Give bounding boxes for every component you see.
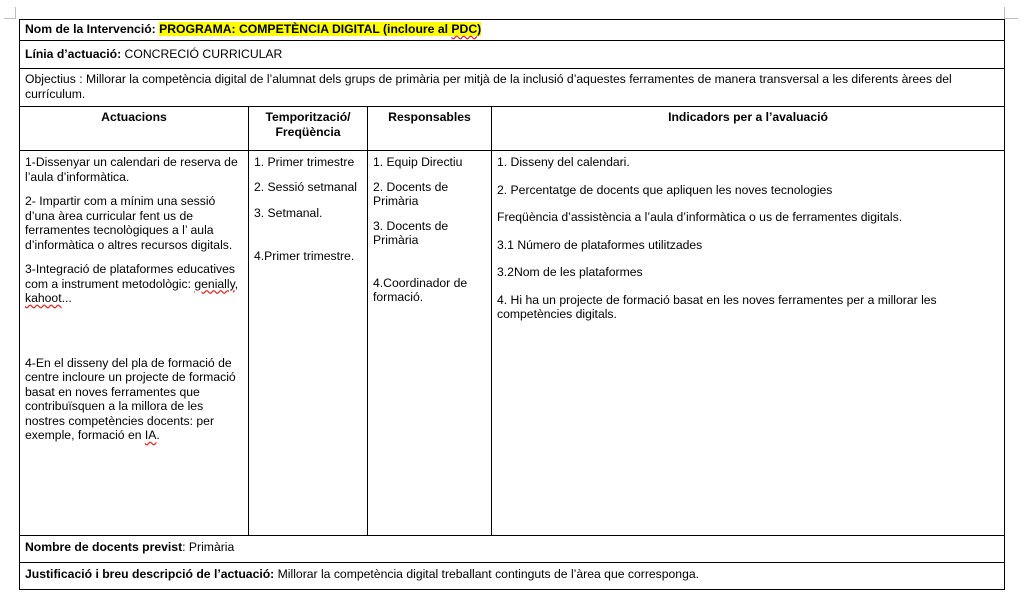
responsible-3: 3. Docents de Primària	[373, 218, 449, 247]
column-header-indicators: Indicadors per a l’avaluació	[492, 107, 1005, 151]
actions-cell[interactable]	[20, 151, 249, 536]
timing-1: 1. Primer trimestre	[254, 155, 355, 169]
action-4-end: .	[156, 428, 160, 442]
timing-4: 4.Primer trimestre.	[254, 248, 355, 263]
action-4	[25, 356, 243, 443]
timing-3: 3. Setmanal.	[254, 206, 323, 220]
teachers-cell[interactable]	[20, 536, 1005, 563]
objectives-row	[20, 69, 1005, 107]
action-3-separator: ,	[234, 276, 239, 291]
action-line-cell[interactable]	[20, 41, 1005, 69]
genially-word: genially	[194, 276, 235, 291]
justification-label: Justificació i breu descripció de l’actuació:	[25, 567, 275, 581]
intervention-table	[19, 19, 1005, 590]
justification-cell[interactable]	[20, 563, 1005, 590]
justification-value: Millorar la competència digital treballant continguts de l’àrea que corresponga.	[274, 567, 700, 581]
timing-2: 2. Sessió setmanal	[254, 179, 357, 194]
intervention-name-label: Nom de la Intervenció:	[25, 22, 156, 36]
action-4-text: 4-En el disseny del pla de formació de centre incloure un projecte de formació basat en noves ferramentes que contribuïsquen a la millora de les nostres competències docents: per exemple, formació en	[25, 355, 236, 442]
page-corner-mark	[4, 18, 16, 19]
column-header-row	[20, 107, 1005, 151]
responsible-cell[interactable]	[368, 151, 492, 536]
intervention-name-cell[interactable]	[20, 20, 1005, 41]
indicators-cell[interactable]	[492, 151, 1005, 536]
teachers-row	[20, 536, 1005, 563]
indicator-2: 2. Percentatge de docents que apliquen les noves tecnologies	[497, 182, 833, 197]
responsible-1: 1. Equip Directiu	[373, 155, 463, 169]
responsible-2: 2. Docents de Primària	[373, 179, 449, 208]
pdc-abbrev: PDC	[451, 22, 478, 36]
timing-cell[interactable]	[249, 151, 368, 536]
column-header-actions: Actuacions	[20, 107, 249, 151]
objectives-cell[interactable]	[20, 69, 1005, 107]
intervention-name-end: )	[477, 22, 482, 36]
justification-row	[20, 563, 1005, 590]
content-row	[20, 151, 1005, 536]
teachers-value: : Primària	[182, 540, 235, 554]
page-corner-mark	[1004, 18, 1018, 19]
teachers-label: Nombre de docents previst	[25, 540, 183, 554]
column-header-responsible: Responsables	[368, 107, 492, 151]
ia-word: IA	[144, 428, 157, 442]
column-header-timing: Temporització/ Freqüència	[249, 107, 368, 151]
intervention-name-text: PROGRAMA: COMPETÈNCIA DIGITAL (incloure al	[159, 22, 452, 36]
action-1: 1-Dissenyar un calendari de reserva de l’aula d’informàtica.	[25, 155, 238, 184]
intervention-name-row	[20, 20, 1005, 41]
action-line-row	[20, 41, 1005, 69]
action-2: 2- Impartir com a mínim una sessió d’una àrea curricular fent us de ferramentes tecnològiques a l’ aula d’informàtica o altres recursos digitals.	[25, 194, 233, 252]
kahoot-word: kahoot	[25, 291, 62, 305]
action-3-ellipsis: ...	[61, 291, 72, 305]
indicator-1: 1. Disseny del calendari.	[497, 155, 630, 169]
action-line-value: CONCRECIÓ CURRICULAR	[121, 47, 283, 61]
action-3	[25, 262, 243, 306]
indicator-2b: Freqüència d’assistència a l’aula d’informàtica o us de ferramentes digitals.	[497, 210, 903, 224]
indicator-3: 3.1 Número de plataformes utilitzades	[497, 237, 703, 252]
indicator-4: 4. Hi ha un projecte de formació basat en les noves ferramentes per a millorar les competències digitals.	[497, 292, 937, 321]
action-line-label: Línia d’actuació:	[25, 47, 122, 61]
action-3-text: 3-Integració de plataformes educatives com a instrument metodològic:	[25, 262, 236, 291]
blank-space	[25, 316, 243, 356]
indicator-3b: 3.2Nom de les plataformes	[497, 265, 643, 279]
responsible-4: 4.Coordinador de formació.	[373, 275, 468, 304]
intervention-name-value	[159, 22, 481, 36]
objectives-text: Objectius : Millorar la competència digital de l’alumnat dels grups de primària per mitjà de la inclusió d’aquestes ferramentes de manera transversal a les diferents àrees del currículum.	[25, 72, 952, 101]
